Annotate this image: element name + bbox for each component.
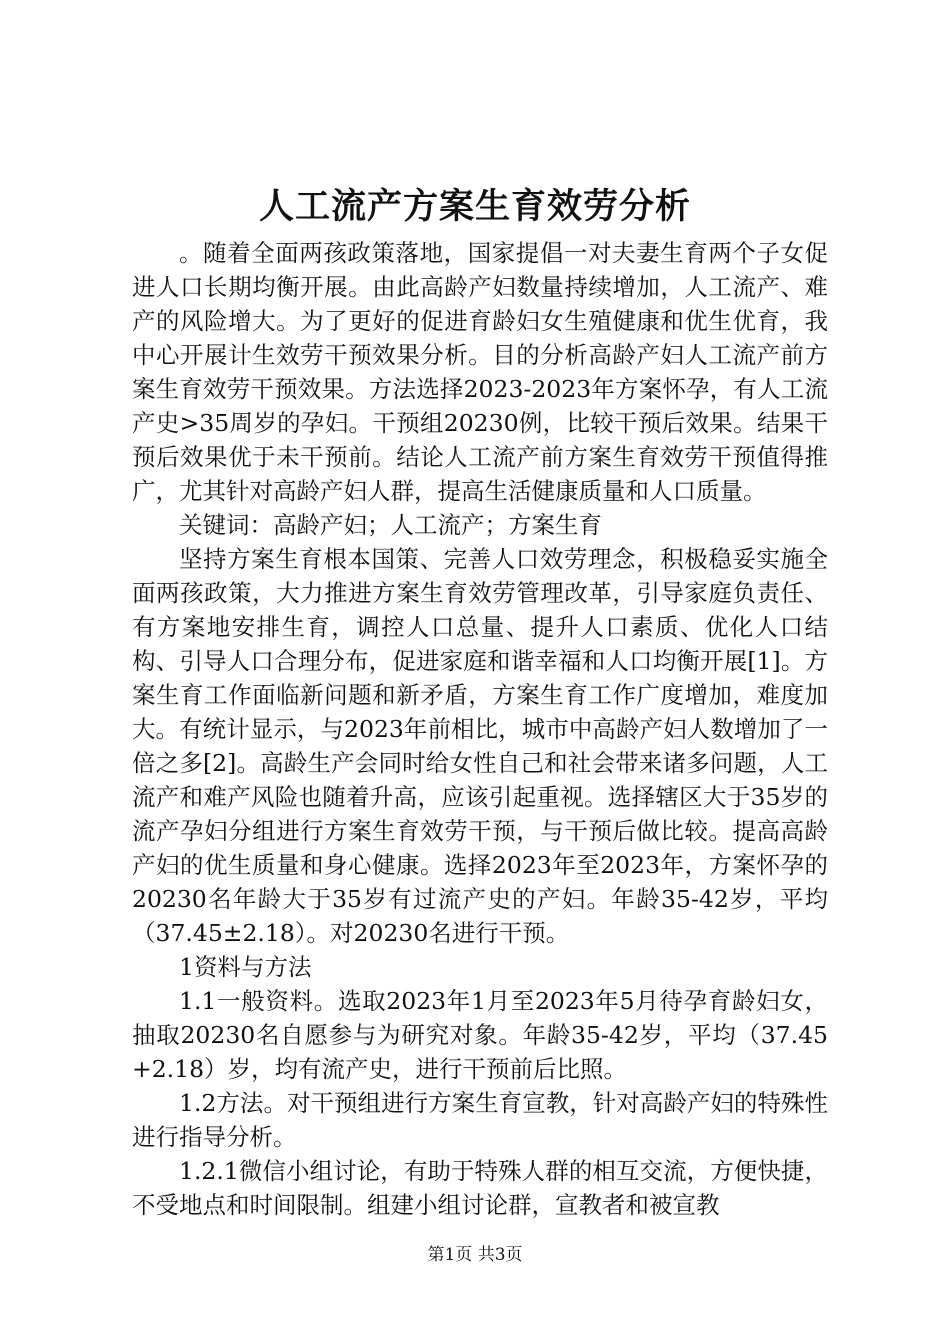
subsection-wechat-group: 1.2.1微信小组讨论，有助于特殊人群的相互交流，方便快捷，不受地点和时间限制。组建小组讨论群，宣教者和被宣教 <box>132 1157 828 1219</box>
abstract-paragraph: 。随着全面两孩政策落地，国家提倡一对夫妻生育两个子女促进人口长期均衡开展。由此高龄产妇数量持续增加，人工流产、难产的风险增大。为了更好的促进育龄妇女生殖健康和优生优育，我中心开展计生效劳干预效果分析。目的分析高龄产妇人工流产前方案生育效劳干预效果。方法选择2023-2023年方案怀孕，有人工流产史>35周岁的孕妇。干预组20230例，比较干预后效果。结果干预后效果优于未干预前。结论人工流产前方案生育效劳干预值得推广，尤其针对高龄产妇人群，提高生活健康质量和人口质量。 <box>132 239 828 505</box>
section-heading-materials-methods: 1资料与方法 <box>179 953 312 981</box>
page-footer: 第1页 共3页 <box>427 1245 523 1265</box>
document-title: 人工流产方案生育效劳分析 <box>258 186 691 227</box>
introduction-paragraph: 坚持方案生育根本国策、完善人口效劳理念，积极稳妥实施全面两孩政策，大力推进方案生育效劳管理改革，引导家庭负责任、有方案地安排生育，调控人口总量、提升人口素质、优化人口结构、引导人口合理分布，促进家庭和谐幸福和人口均衡开展[1]。方案生育工作面临新问题和新矛盾，方案生育工作广度增加，难度加大。有统计显示，与2023年前相比，城市中高龄产妇人数增加了一倍之多[2]。高龄生产会同时给女性自己和社会带来诸多问题，人工流产和难产风险也随着升高，应该引起重视。选择辖区大于35岁的流产孕妇分组进行方案生育效劳干预，与干预后做比较。提高高龄产妇的优生质量和身心健康。选择2023年至2023年，方案怀孕的20230名年龄大于35岁有过流产史的产妇。年龄35-42岁，平均（37.45±2.18）。对20230名进行干预。 <box>132 545 828 947</box>
keywords-paragraph: 关键词：高龄产妇；人工流产；方案生育 <box>179 511 602 539</box>
subsection-methods: 1.2方法。对干预组进行方案生育宣教，针对高龄产妇的特殊性进行指导分析。 <box>132 1089 828 1151</box>
subsection-general-data: 1.1一般资料。选取2023年1月至2023年5月待孕育龄妇女，抽取20230名自愿参与为研究对象。年龄35-42岁，平均（37.45+2.18）岁，均有流产史，进行干预前后比照。 <box>132 987 828 1083</box>
document-body <box>132 236 828 1222</box>
